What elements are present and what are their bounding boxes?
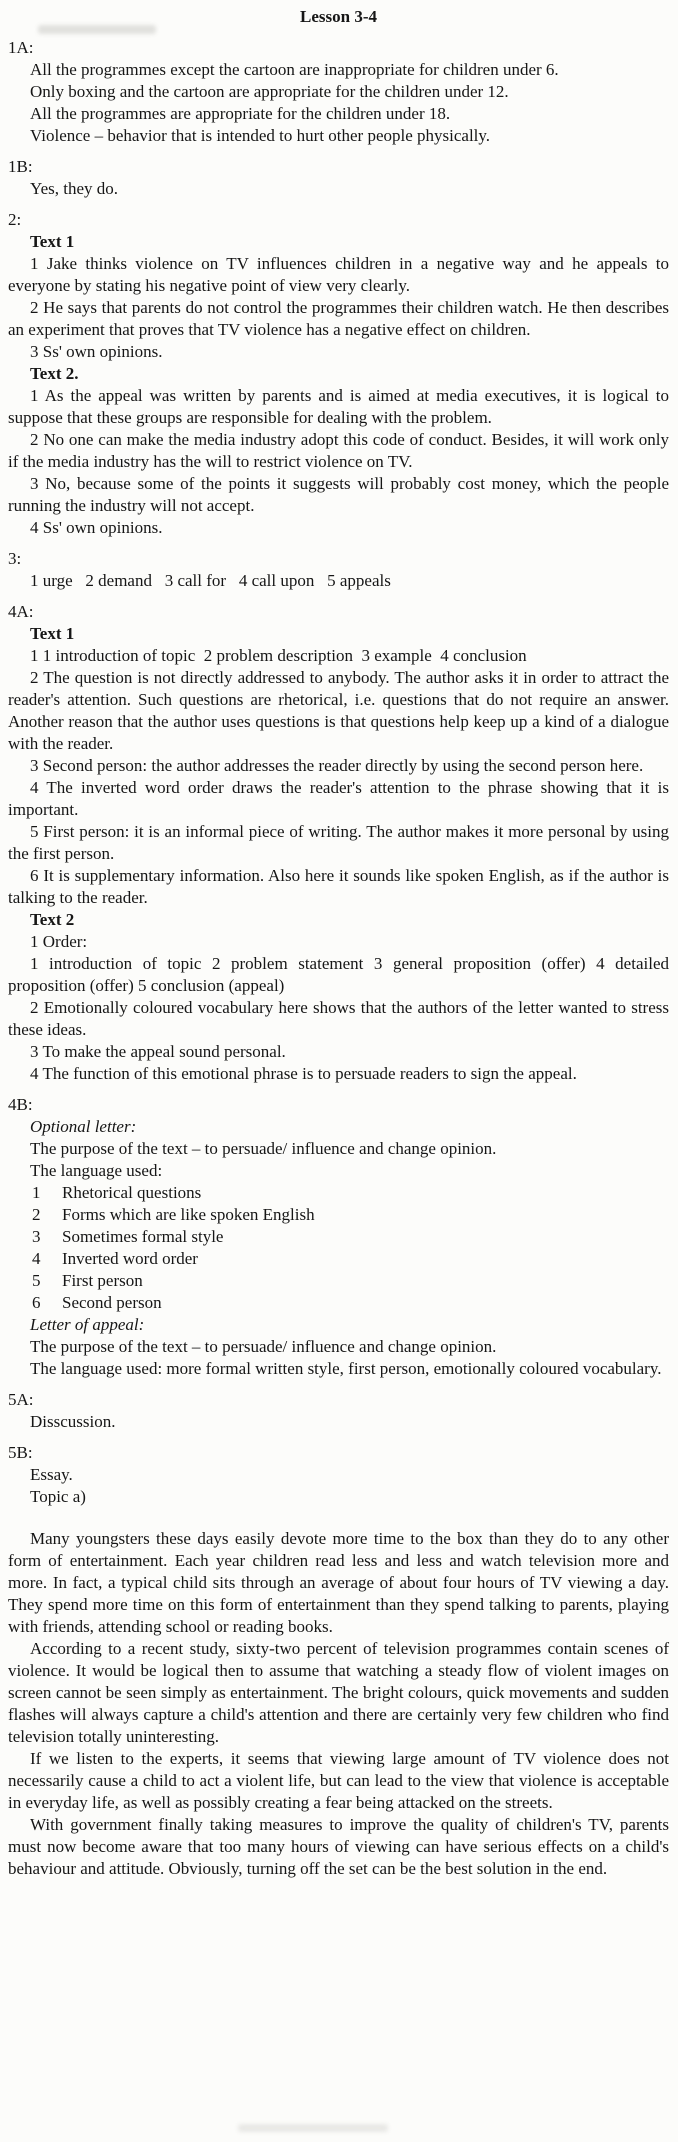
subheading: Text 2. [30, 364, 79, 383]
scan-artifact [238, 2124, 388, 2132]
section-label: 3: [8, 549, 22, 568]
paragraph: 2 Emotionally coloured vocabulary here shows that the authors of the letter wanted to stress these ideas. [8, 998, 669, 1039]
paragraph: All the programmes are appropriate for the children under 18. [30, 104, 451, 123]
list-item-text: Inverted word order [62, 1249, 198, 1268]
paragraph: 1 Jake thinks violence on TV influences children in a negative way and he appeals to everyone by stating his negative point of view very clearly. [8, 254, 669, 295]
list-item [32, 1226, 669, 1248]
section-label: 2: [8, 210, 22, 229]
paragraph: All the programmes except the cartoon are inappropriate for children under 6. [30, 60, 559, 79]
list-item-text: Sometimes formal style [62, 1227, 224, 1246]
paragraph: Violence – behavior that is intended to hurt other people physically. [30, 126, 491, 145]
paragraph: 4 The function of this emotional phrase is to persuade readers to sign the appeal. [30, 1064, 577, 1083]
section-label: 5A: [8, 1390, 34, 1409]
paragraph: 1 As the appeal was written by parents and is aimed at media executives, it is logical to suppose that these groups are responsible for dealing with the problem. [8, 386, 669, 427]
page-title: Lesson 3-4 [300, 7, 377, 26]
text-line: 1 urge 2 demand 3 call for 4 call upon 5 appeals [30, 571, 391, 590]
section-label: 1B: [8, 157, 33, 176]
text-line: Yes, they do. [30, 179, 119, 198]
paragraph: With government finally taking measures to improve the quality of children's TV, parents must now become aware that too many hours of viewing can have serious effects on a child's behaviour and attitude. Obviously, turning off the set can be the best solution in the end. [8, 1815, 669, 1878]
section-label: 4A: [8, 602, 34, 621]
list-item-text: Second person [62, 1293, 162, 1312]
paragraph: 2 The question is not directly addressed to anybody. The author asks it in order to attract the reader's attention. Such questions are rhetorical, i.e. questions that do not require an answer. Another reason that the author uses questions is that questions help keep up a kind of a dialogue with the reader. [8, 668, 669, 753]
paragraph: 3 No, because some of the points it suggests will probably cost money, which the people running the industry will not accept. [8, 474, 669, 515]
blank-line [8, 1508, 669, 1528]
text-line: 1 1 introduction of topic 2 problem description 3 example 4 conclusion [30, 646, 527, 665]
subheading: Text 1 [30, 232, 75, 251]
list-item-text: Rhetorical questions [62, 1183, 202, 1202]
list-item [32, 1248, 669, 1270]
paragraph: 2 No one can make the media industry adopt this code of conduct. Besides, it will work only if the media industry has the will to restrict violence on TV. [8, 430, 669, 471]
section-label: 1A: [8, 38, 34, 57]
list-item [32, 1204, 669, 1226]
list-item [32, 1182, 669, 1204]
paragraph: If we listen to the experts, it seems that viewing large amount of TV violence does not necessarily cause a child to act a violent life, but can lead to the view that violence is acceptable in everyday life, as well as possibly creating a fear being attacked on the streets. [8, 1749, 669, 1812]
paragraph: 6 It is supplementary information. Also here it sounds like spoken English, as if the author is talking to the reader. [8, 866, 669, 907]
paragraph: 3 Second person: the author addresses the reader directly by using the second person here. [30, 756, 644, 775]
subheading: Text 1 [30, 624, 75, 643]
subheading: Text 2 [30, 910, 75, 929]
list-item-number: 1 [32, 1183, 41, 1202]
paragraph: According to a recent study, sixty-two percent of television programmes contain scenes of violence. It would be logical then to assume that watching a steady flow of violent images on screen cannot be seen simply as entertainment. The bright colours, quick movements and sudden flashes will always capture a child's attention and there are certainly very few children who find television totally uninteresting. [8, 1639, 669, 1746]
paragraph: Only boxing and the cartoon are appropriate for the children under 12. [30, 82, 509, 101]
list-item-number: 3 [32, 1227, 41, 1246]
list-item-text: Forms which are like spoken English [62, 1205, 315, 1224]
list-item [32, 1270, 669, 1292]
paragraph: The purpose of the text – to persuade/ influence and change opinion. [30, 1139, 497, 1158]
text-line: Topic a) [30, 1487, 86, 1506]
paragraph: 3 To make the appeal sound personal. [30, 1042, 286, 1061]
list-item-number: 2 [32, 1205, 41, 1224]
subheading-italic: Optional letter: [30, 1117, 137, 1136]
paragraph: 4 Ss' own opinions. [30, 518, 163, 537]
list-item-text: First person [62, 1271, 143, 1290]
text-line: 1 Order: [30, 932, 88, 951]
subheading-italic: Letter of appeal: [30, 1315, 145, 1334]
paragraph: The language used: [30, 1161, 163, 1180]
list-item [32, 1292, 669, 1314]
text-line: Essay. [30, 1465, 73, 1484]
section-label: 4B: [8, 1095, 33, 1114]
paragraph: Many youngsters these days easily devote more time to the box than they do to any other form of entertainment. Each year children read less and less and watch television more and more. In fact, a typical child sits through an average of about four hours of TV viewing a day. They spend more time on this form of entertainment than they spend talking to parents, playing with friends, attending school or reading books. [8, 1529, 669, 1636]
paragraph: 2 He says that parents do not control the programmes their children watch. He then describes an experiment that proves that TV violence has a negative effect on children. [8, 298, 669, 339]
paragraph: 4 The inverted word order draws the reader's attention to the phrase showing that it is important. [8, 778, 669, 819]
list-item-number: 5 [32, 1271, 41, 1290]
paragraph: The language used: more formal written style, first person, emotionally coloured vocabulary. [30, 1359, 662, 1378]
document-body [8, 37, 669, 1880]
section-label: 5B: [8, 1443, 33, 1462]
paragraph: 5 First person: it is an informal piece of writing. The author makes it more personal by using the first person. [8, 822, 669, 863]
list-item-number: 4 [32, 1249, 41, 1268]
text-line: Disscussion. [30, 1412, 116, 1431]
paragraph: 1 introduction of topic 2 problem statement 3 general proposition (offer) 4 detailed proposition (offer) 5 conclusion (appeal) [8, 954, 669, 995]
list-item-number: 6 [32, 1293, 41, 1312]
paragraph: The purpose of the text – to persuade/ influence and change opinion. [30, 1337, 497, 1356]
paragraph: 3 Ss' own opinions. [30, 342, 163, 361]
